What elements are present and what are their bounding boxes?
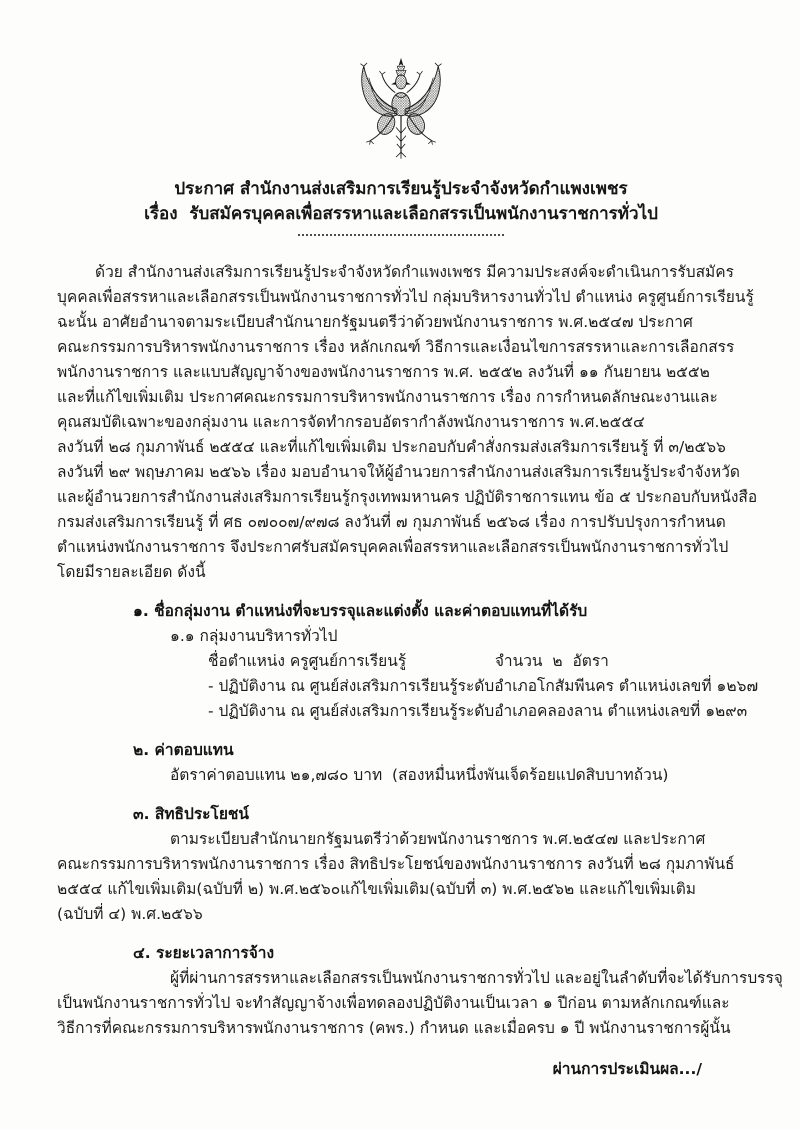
intro-line: ลงวันที่ ๒๘ กุมภาพันธ์ ๒๕๕๔ และที่แก้ไขเพิ่มเติม ประกอบกับคำสั่งกรมส่งเสริมการเรียนรู้ ที่ ๓/๒๕๖๖ [57, 438, 726, 456]
intro-line: โดยมีรายละเอียด ดังนี้ [57, 563, 206, 581]
intro-line: กรมส่งเสริมการเรียนรู้ ที่ ศธ ๐๗๐๐๗/๙๗๘ ลงวันที่ ๗ กุมภาพันธ์ ๒๕๖๘ เรื่อง การปรับปรุงการกำหนด [57, 513, 726, 531]
section-1-heading: ๑. ชื่อกลุ่มงาน ตำแหน่งที่จะบรรจุและแต่งตั้ง และค่าตอบแทนที่ได้รับ [133, 602, 588, 620]
intro-line: และที่แก้ไขเพิ่มเติม ประกาศคณะกรรมการบริหารพนักงานราชการ เรื่อง การกำหนดลักษณะงานและ [57, 388, 718, 406]
section-line: ๑.๑ กลุ่มงานบริหารทั่วไป [170, 627, 338, 645]
section-line: วิธีการที่คณะกรรมการบริหารพนักงานราชการ (คพร.) กำหนด และเมื่อครบ ๑ ปี พนักงานราชการผู้นั้น [57, 1019, 731, 1037]
section-3-body [57, 827, 745, 927]
document-title [57, 177, 745, 227]
section-2-body [57, 763, 745, 788]
section-line: (ฉบับที่ ๔) พ.ศ.๒๕๖๖ [57, 905, 203, 923]
intro-line: ด้วย สำนักงานส่งเสริมการเรียนรู้ประจำจังหวัดกำแพงเพชร มีความประสงค์จะดำเนินการรับสมัคร [95, 263, 734, 281]
section-4-body [57, 966, 783, 1041]
dotted-separator [298, 234, 504, 236]
section-line: อัตราค่าตอบแทน ๒๑,๗๘๐ บาท (สองหมื่นหนึ่งพันเจ็ดร้อยแปดสิบบาทถ้วน) [170, 766, 669, 784]
section-3 [57, 801, 745, 927]
intro-line: คุณสมบัติเฉพาะของกลุ่มงาน และการจัดทำกรอบอัตรากำลังพนักงานราชการ พ.ศ.๒๕๕๔ [57, 413, 645, 431]
intro-paragraph [57, 260, 758, 585]
section-2 [57, 737, 745, 788]
title-line-1: ประกาศ สำนักงานส่งเสริมการเรียนรู้ประจำจังหวัดกำแพงเพชร [174, 179, 628, 199]
section-4 [57, 940, 783, 1041]
intro-line: ลงวันที่ ๒๙ พฤษภาคม ๒๕๖๖ เรื่อง มอบอำนาจให้ผู้อำนวยการสำนักงานส่งเสริมการเรียนรู้ประจำจังหวัด [57, 463, 740, 481]
section-line: - ปฏิบัติงาน ณ ศูนย์ส่งเสริมการเรียนรู้ระดับอำเภอคลองลาน ตำแหน่งเลขที่ ๑๒๙๓ [208, 702, 748, 720]
section-1 [57, 598, 759, 724]
emblem-container [57, 55, 745, 169]
section-2-heading: ๒. ค่าตอบแทน [133, 741, 234, 759]
section-line: เป็นพนักงานราชการทั่วไป จะทำสัญญาจ้างเพื่อทดลองปฏิบัติงานเป็นเวลา ๑ ปีก่อน ตามหลักเกณฑ์และ [57, 994, 730, 1012]
section-line: ตามระเบียบสำนักนายกรัฐมนตรีว่าด้วยพนักงานราชการ พ.ศ.๒๕๔๗ และประกาศ [170, 830, 706, 848]
section-3-heading: ๓. สิทธิประโยชน์ [133, 805, 250, 823]
section-line: คณะกรรมการบริหารพนักงานราชการ เรื่อง สิทธิประโยชน์ของพนักงานราชการ ลงวันที่ ๒๘ กุมภาพันธ์ [57, 855, 735, 873]
intro-line: บุคคลเพื่อสรรหาและเลือกสรรเป็นพนักงานราชการทั่วไป กลุ่มบริหารงานทั่วไป ตำแหน่ง ครูศูนย์การเรียนรู้ [57, 288, 754, 306]
section-1-body [57, 624, 759, 724]
garuda-emblem-icon [339, 55, 463, 165]
title-line-2: เรื่อง รับสมัครบุคคลเพื่อสรรหาและเลือกสรรเป็นพนักงานราชการทั่วไป [144, 204, 658, 224]
intro-line: พนักงานราชการ และแบบสัญญาจ้างของพนักงานราชการ พ.ศ. ๒๕๕๒ ลงวันที่ ๑๑ กันยายน ๒๕๕๒ [57, 363, 710, 381]
intro-line: ตำแหน่งพนักงานราชการ จึงประกาศรับสมัครบุคคลเพื่อสรรหาและเลือกสรรเป็นพนักงานราชการทั่วไป [57, 538, 729, 556]
section-line: - ปฏิบัติงาน ณ ศูนย์ส่งเสริมการเรียนรู้ระดับอำเภอโกสัมพีนคร ตำแหน่งเลขที่ ๑๒๖๗ [208, 677, 759, 695]
section-line: ๒๕๕๔ แก้ไขเพิ่มเติม(ฉบับที่ ๒) พ.ศ.๒๕๖๐แก้ไขเพิ่มเติม(ฉบับที่ ๓) พ.ศ.๒๕๖๒ และแก้ไขเพิ่มเติม [57, 880, 697, 898]
intro-line: และผู้อำนวยการสำนักงานส่งเสริมการเรียนรู้กรุงเทพมหานคร ปฏิบัติราชการแทน ข้อ ๕ ประกอบกับหนังสือ [57, 488, 758, 506]
section-line: ผู้ที่ผ่านการสรรหาและเลือกสรรเป็นพนักงานราชการทั่วไป และอยู่ในลำดับที่จะได้รับการบรรจุ [170, 969, 783, 987]
continuation-note: ผ่านการประเมินผล.../ [552, 1060, 702, 1078]
section-4-heading: ๔. ระยะเวลาการจ้าง [133, 944, 275, 962]
intro-line: ฉะนั้น อาศัยอำนาจตามระเบียบสำนักนายกรัฐมนตรีว่าด้วยพนักงานราชการ พ.ศ.๒๕๔๗ ประกาศ [57, 313, 693, 331]
intro-line: คณะกรรมการบริหารพนักงานราชการ เรื่อง หลักเกณฑ์ วิธีการและเงื่อนไขการสรรหาและการเลือกสรร [57, 338, 735, 356]
section-line: ชื่อตำแหน่ง ครูศูนย์การเรียนรู้ จำนวน ๒ อัตรา [208, 652, 609, 670]
